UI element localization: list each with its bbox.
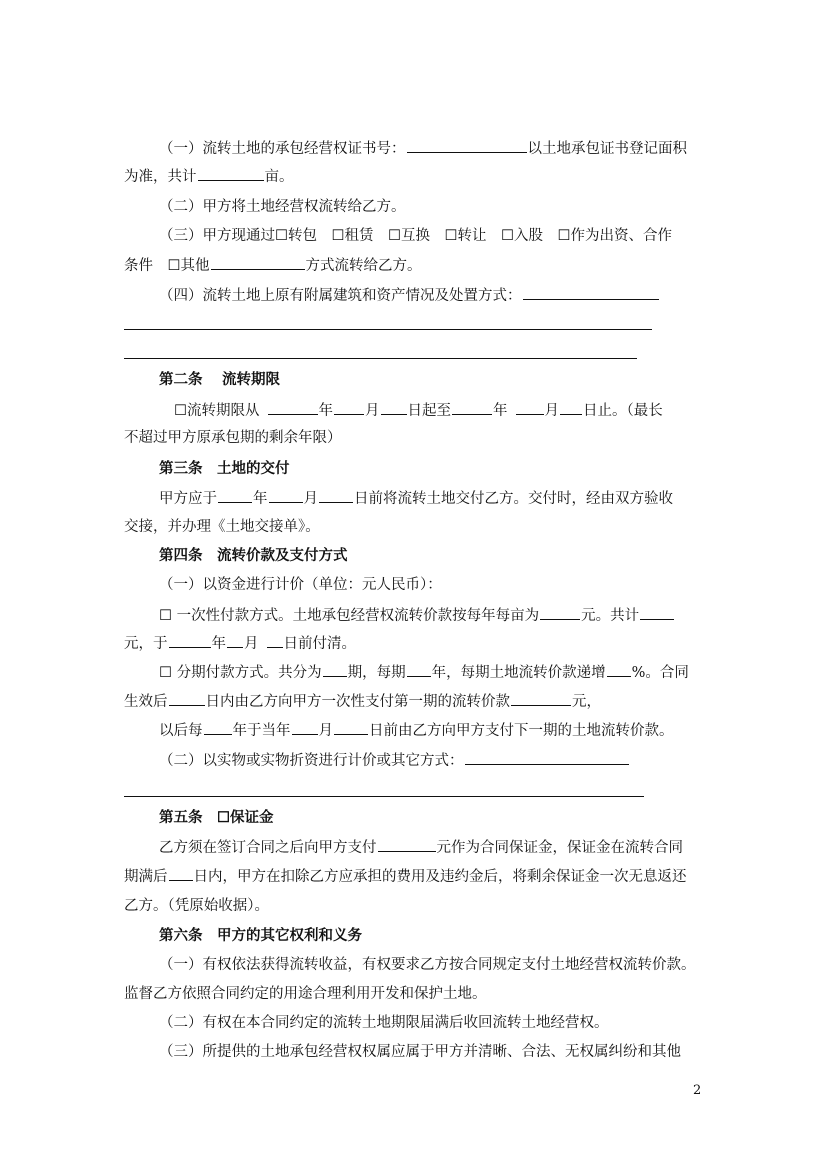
clause-supervise: 监督乙方依照合同约定的用途合理利用开发和保护土地。 bbox=[124, 986, 487, 1002]
blank-area-mu[interactable] bbox=[198, 166, 264, 181]
article-3-heading: 第三条 土地的交付 bbox=[159, 460, 290, 477]
blank-pay-month[interactable] bbox=[227, 633, 243, 648]
clause-right-income: （一）有权依法获得流转收益，有权要求乙方按合同规定支付土地经营权流转价款。 bbox=[159, 957, 696, 973]
clause-lump-sum: ☐ 一次性付款方式。土地承包经营权流转价款按每年每亩为 元。共计 bbox=[159, 605, 675, 626]
article-6-heading: 第六条 甲方的其它权利和义务 bbox=[159, 927, 362, 944]
clause-transfer-period-cont: 不超过甲方原承包期的剩余年限） bbox=[124, 430, 342, 446]
page-number: 2 bbox=[693, 1083, 702, 1098]
clause-attached-assets: （四）流转土地上原有附属建筑和资产情况及处置方式： bbox=[159, 285, 660, 306]
clause-land-area: 为准，共计 亩。 bbox=[124, 166, 294, 187]
blank-periods[interactable] bbox=[323, 662, 347, 677]
blank-assets-3[interactable] bbox=[124, 358, 637, 359]
clause-deposit: 乙方须在签订合同之后向甲方支付 元作为合同保证金，保证金在流转合同 bbox=[159, 837, 683, 858]
clause-in-kind-pricing: （二）以实物或实物折资进行计价或其它方式： bbox=[159, 750, 630, 771]
blank-end-month[interactable] bbox=[516, 400, 544, 415]
clause-land-certificate: （一）流转土地的承包经营权证书号： 以土地承包证书登记面积 bbox=[159, 138, 687, 159]
clause-transfer-to-b: （二）甲方将土地经营权流转给乙方。 bbox=[159, 199, 406, 215]
blank-end-day[interactable] bbox=[560, 400, 582, 415]
blank-delivery-day[interactable] bbox=[319, 488, 353, 503]
blank-pay-day[interactable] bbox=[267, 633, 283, 648]
blank-end-year[interactable] bbox=[452, 400, 492, 415]
clause-transfer-methods-cont: 条件 ☐其他 方式流转给乙方。 bbox=[124, 255, 422, 276]
clause-deposit-cont: 乙方。（凭原始收据）。 bbox=[124, 898, 269, 914]
blank-pay-year[interactable] bbox=[169, 633, 211, 648]
blank-assets-1[interactable] bbox=[523, 285, 659, 300]
blank-every-years[interactable] bbox=[204, 720, 232, 735]
clause-lump-sum-cont: 元，于 年 月 日前付清。 bbox=[124, 633, 356, 654]
blank-return-days[interactable] bbox=[169, 866, 193, 881]
blank-in-kind-2[interactable] bbox=[124, 796, 644, 797]
blank-assets-2[interactable] bbox=[124, 329, 652, 330]
blank-start-month[interactable] bbox=[334, 400, 364, 415]
blank-start-year[interactable] bbox=[268, 400, 318, 415]
clause-ownership: （三）所提供的土地承包经营权权属应属于甲方并清晰、合法、无权属纠纷和其他 bbox=[159, 1044, 681, 1060]
blank-later-month[interactable] bbox=[292, 720, 318, 735]
blank-price-per-mu[interactable] bbox=[540, 605, 580, 620]
article-5-heading: 第五条 ☐保证金 bbox=[159, 809, 274, 826]
blank-total-1[interactable] bbox=[640, 605, 674, 620]
clause-installment-cont: 生效后 日内由乙方向甲方一次性支付第一期的流转价款 元， bbox=[124, 691, 601, 712]
blank-first-pay-days[interactable] bbox=[169, 691, 205, 706]
clause-deposit-return: 期满后 日内，甲方在扣除乙方应承担的费用及违约金后，将剩余保证金一次无息返还 bbox=[124, 866, 687, 887]
blank-increase-rate[interactable] bbox=[607, 662, 631, 677]
blank-deposit-amount[interactable] bbox=[378, 837, 436, 852]
clause-installment-later: 以后每 年于当年 月 日前由乙方向甲方支付下一期的土地流转价款。 bbox=[159, 720, 674, 741]
article-4-heading: 第四条 流转价款及支付方式 bbox=[159, 547, 348, 564]
clause-installment: ☐ 分期付款方式。共分为 期，每期 年，每期土地流转价款递增 %。合同 bbox=[159, 662, 689, 683]
clause-delivery: 甲方应于 年 月 日前将流转土地交付乙方。交付时，经由双方验收 bbox=[159, 488, 673, 509]
blank-start-day[interactable] bbox=[381, 400, 407, 415]
blank-delivery-month[interactable] bbox=[269, 488, 303, 503]
article-2-heading: 第二条 流转期限 bbox=[159, 371, 281, 388]
clause-transfer-methods: （三）甲方现通过☐转包 ☐租赁 ☐互换 ☐转让 ☐入股 ☐作为出资、合作 bbox=[159, 228, 672, 244]
clause-recover: （二）有权在本合同约定的流转土地期限届满后收回流转土地经营权。 bbox=[159, 1015, 609, 1031]
blank-years-per-period[interactable] bbox=[407, 662, 431, 677]
blank-first-period-price[interactable] bbox=[511, 691, 571, 706]
clause-cash-pricing: （一）以资金进行计价（单位：元人民币）： bbox=[159, 577, 442, 593]
clause-transfer-period: ☐流转期限从 年 月 日起至 年 月 日止。（最长 bbox=[174, 400, 663, 421]
clause-delivery-cont: 交接，并办理《土地交接单》。 bbox=[124, 519, 320, 535]
blank-later-day[interactable] bbox=[334, 720, 368, 735]
blank-in-kind-1[interactable] bbox=[465, 750, 629, 765]
blank-other-method[interactable] bbox=[211, 255, 305, 270]
blank-delivery-year[interactable] bbox=[218, 488, 252, 503]
blank-certificate-number[interactable] bbox=[407, 138, 527, 153]
